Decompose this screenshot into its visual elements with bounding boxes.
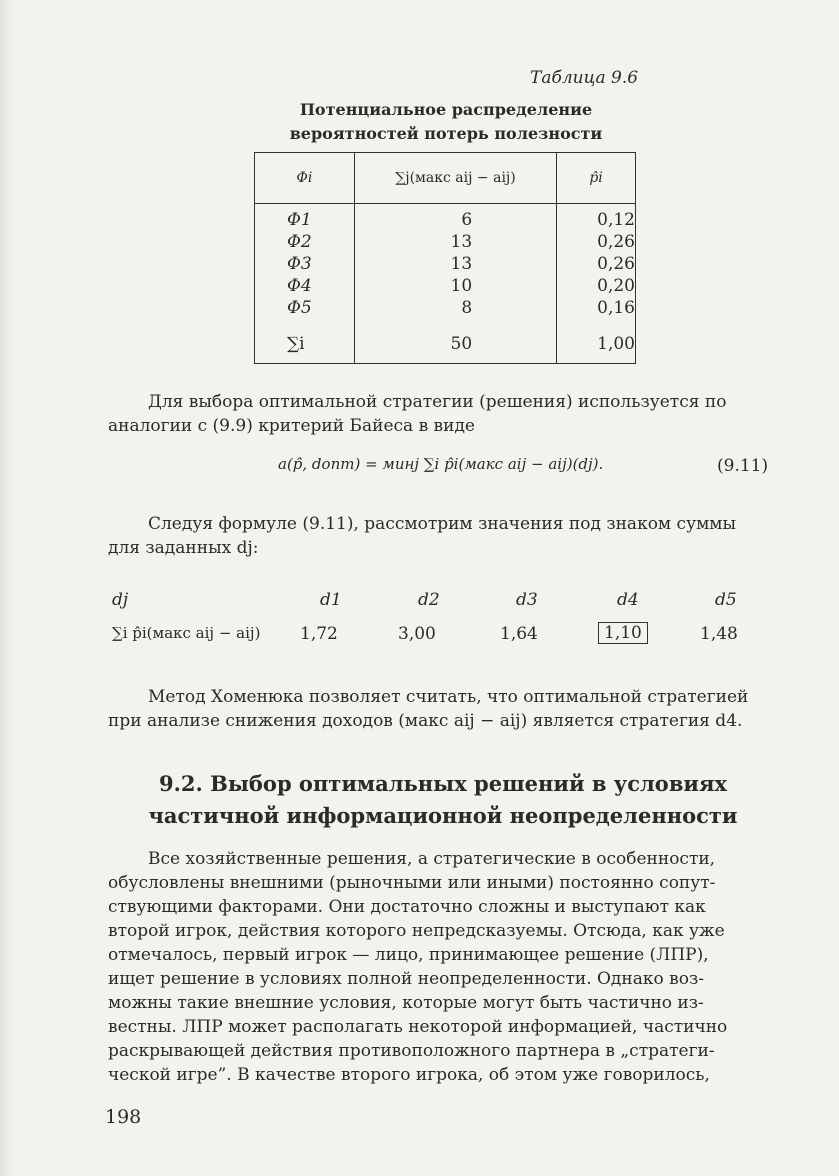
- d-sum-label: ∑i p̂i(макс aij − aij): [112, 624, 261, 642]
- table-cell: 13: [450, 232, 473, 252]
- table-cell: 50: [450, 334, 473, 354]
- d-value: 1,72: [300, 624, 338, 644]
- paragraph-homenyuk: [108, 685, 778, 733]
- d-value: 1,48: [700, 624, 738, 644]
- table-cell: 6: [461, 210, 473, 230]
- text-line: при анализе снижения доходов (макс aij − aij) является стратегия d4.: [108, 711, 743, 731]
- page-number: 198: [105, 1106, 142, 1128]
- text-line: ищет решение в условиях полной неопределенности. Однако воз-: [108, 969, 704, 989]
- formula-9-11: a(p̂, dопт) = минj ∑i p̂i(макс aij − aij)(dj).: [278, 455, 604, 473]
- text-line: Для выбора оптимальной стратегии (решения) используется по: [148, 392, 727, 412]
- table-cell: 0,20: [597, 276, 635, 296]
- table-cell: 0,26: [597, 254, 635, 274]
- table-cell: Φ2: [287, 232, 312, 252]
- d-column-header: d3: [516, 590, 538, 610]
- table-cell: 10: [450, 276, 473, 296]
- text-line: можны такие внешние условия, которые могут быть частично из-: [108, 993, 704, 1013]
- d-column-header: d2: [418, 590, 440, 610]
- table-title: [255, 98, 637, 146]
- table-cell: Φ5: [287, 298, 312, 318]
- table-body-row: [255, 204, 636, 364]
- d-column-header: d5: [715, 590, 737, 610]
- d-row-label: dj: [112, 590, 129, 610]
- table-caption: Таблица 9.6: [530, 68, 639, 88]
- page-edge-shadow: [0, 0, 14, 1176]
- table-cell: Φ4: [287, 276, 312, 296]
- text-line: Все хозяйственные решения, а стратегические в особенности,: [148, 849, 716, 869]
- table-cell: Φ3: [287, 254, 312, 274]
- table-cell: Φ1: [287, 210, 312, 230]
- table-cell: 0,12: [597, 210, 635, 230]
- text-line: второй игрок, действия которого непредсказуемы. Отсюда, как уже: [108, 921, 725, 941]
- text-line: обусловлены внешними (рыночными или иными) постоянно сопут-: [108, 873, 716, 893]
- heading-line: 9.2. Выбор оптимальных решений в условиях: [158, 771, 728, 796]
- heading-line: частичной информационной неопределенности: [148, 803, 738, 828]
- d-column-header: d4: [617, 590, 639, 610]
- text-line: отмечалось, первый игрок — лицо, принимающее решение (ЛПР),: [108, 945, 709, 965]
- text-line: аналогии с (9.9) критерий Байеса в виде: [108, 416, 475, 436]
- table-title-line: вероятностей потерь полезности: [289, 124, 603, 143]
- table-cell: 13: [450, 254, 473, 274]
- section-heading: [108, 768, 778, 832]
- probability-table: [254, 152, 636, 364]
- text-line: вестны. ЛПР может располагать некоторой информацией, частично: [108, 1017, 728, 1037]
- table-cell: 0,26: [597, 232, 635, 252]
- p-column: [557, 204, 636, 364]
- text-line: Метод Хоменюка позволяет считать, что оптимальной стратегией: [148, 687, 749, 707]
- table-title-line: Потенциальное распределение: [299, 100, 593, 119]
- header-sum: ∑j(макс aij − aij): [354, 153, 556, 204]
- text-line: раскрывающей действия противоположного партнера в „стратеги-: [108, 1041, 715, 1061]
- table-cell: 1,00: [597, 334, 635, 354]
- text-line: Следуя формуле (9.11), рассмотрим значения под знаком суммы: [148, 514, 737, 534]
- text-line: ческой игре”. В качестве второго игрока, об этом уже говорилось,: [108, 1065, 710, 1085]
- paragraph-bayes: [108, 390, 778, 438]
- table-cell: 8: [461, 298, 473, 318]
- d-value: 1,64: [500, 624, 538, 644]
- text-line: для заданных dj:: [108, 538, 259, 558]
- text-line: ствующими факторами. Они достаточно сложны и выступают как: [108, 897, 706, 917]
- d-column-header: d1: [320, 590, 342, 610]
- table-header-row: [255, 153, 636, 204]
- d-value: 3,00: [398, 624, 436, 644]
- header-phi: Φi: [255, 153, 355, 204]
- sum-column: [354, 204, 556, 364]
- equation-number: (9.11): [717, 456, 769, 476]
- paragraph-body: [108, 847, 778, 1087]
- paragraph-following: [108, 512, 778, 560]
- d-value-highlighted: 1,10: [598, 622, 648, 644]
- table-cell: ∑i: [287, 334, 305, 354]
- header-p: p̂i: [557, 153, 636, 204]
- phi-column: [255, 204, 355, 364]
- table-cell: 0,16: [597, 298, 635, 318]
